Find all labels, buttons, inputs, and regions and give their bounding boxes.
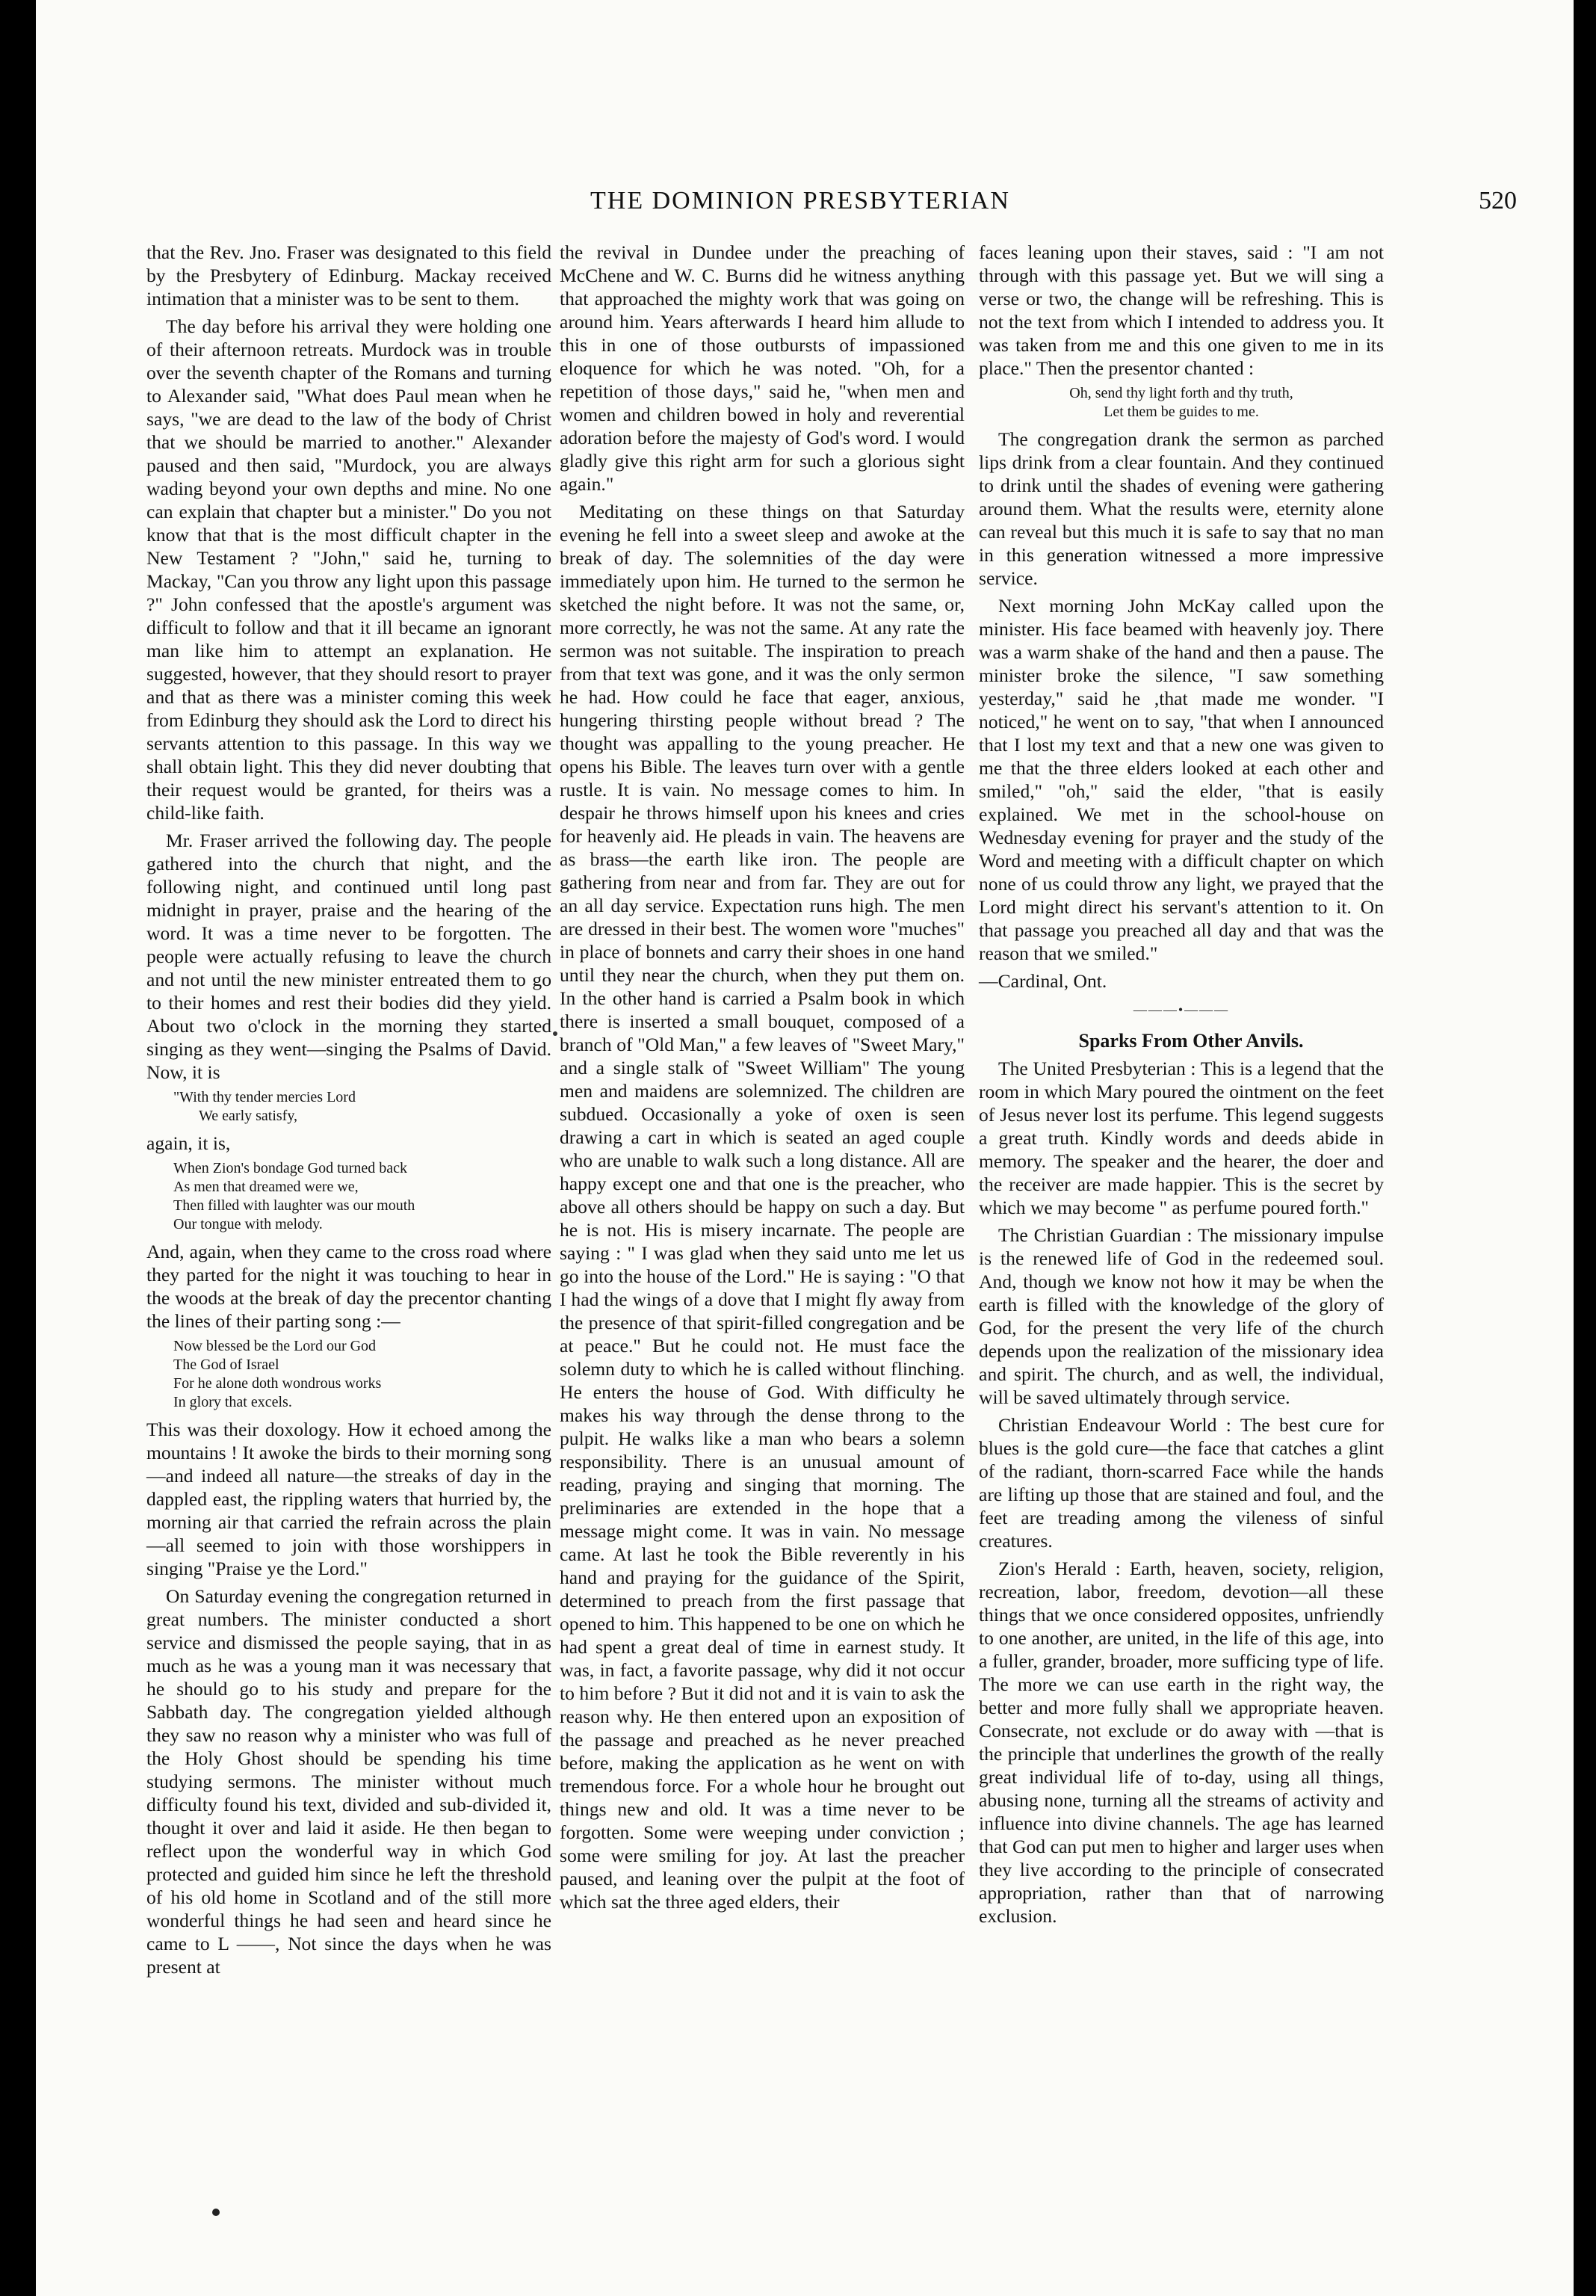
paragraph: Meditating on these things on that Saturday evening he fell into a sweet sleep and awoke at the break of day. The solemnities of the day were immediately upon him. He turned to the sermon he sketched the night before. It was not the same, or, more correctly, he was not the same. At any rate the sermon was not suitable. The inspiration to preach from that text was gone, and it was the only sermon he had. How could he face that eager, anxious, hungering thirsting people without bread ? The thought was appalling to the young preacher. He opens his Bible. The leaves turn over with a gentle rustle. It is vain. No message comes to him. In despair he throws himself upon his knees and cries for heavenly aid. He pleads in vain. The heavens are as brass—the earth like iron. The people are gathering from near and from far. They are out for an all day service. Expectation runs high. The men are dressed in their best. The women wore "muches" in place of bonnets and carry their shoes in one hand until they near the church, when they put them on. In the other hand is carried a Psalm book in which there is inserted a small bouquet, composed of a branch of "Old Man," a few leaves of "Sweet Mary," and a single stalk of "Sweet William" The young men and maidens are solemnized. The children are subdued. Occasionally a yoke of oxen is seen drawing a cart in which is seated an aged couple who are unable to walk such a long distance. All are happy except one and that one is the preacher, who above all others should be happy on such a day. But he is not. His is misery incarnate. The people are saying : " I was glad when they said unto me let us go into the house of the Lord." He is saying : "O that I had the wings of a dove that I might fly away from the presence of that spirit-filled congregation and be at peace." But he could not. He must face the solemn duty to which he is called without flinching. He enters the house of God. With difficulty he makes his way through the dense throng to the pulpit. He walks like a man who bears a solemn responsibility. There is an unusual amount of reading, praying and singing that morning. The preliminaries are extended in the hope that a message might come. It was in vain. No message came. At last he took the Bible reverently in his hand and praying for the guidance of the Spirit, determined to preach from the first passage that opened to him. This happened to be one on which he had spent a great deal of time in earnest study. It was, in fact, a favorite passage, why did it not occur to him before ? But it did not and it is vain to ask the reason why. He then entered upon an exposition of the passage and preached as he never preached before, making the application as he went on with tremendous force. For a whole hour he brought out things new and old. It was a time never to be forgotten. Some were weeping under conviction ; some were smiling for joy. At last the preacher paused, and leaning over the pulpit at the foot of which sat the three aged elders, their [560,501,965,1913]
paragraph: The day before his arrival they were holding one of their afternoon retreats. Murdock was in trouble over the seventh chapter of the Romans and turning to Alexander said, "What does Paul mean when he says, "we are dead to the law of the body of Christ that we should be married to another." Alexander paused and then said, "Murdock, you are always wading beyond your own depths and mine. No one can explain that chapter but a minister." Do you not know that that is the most difficult chapter in the New Testament ? "John," said he, turning to Mackay, "Can you throw any light upon this passage ?" John confessed that the apostle's argument was difficult to follow and that it ill became an ignorant man like him to attempt an explanation. He suggested, however, that they should resort to prayer and that as there was a minister coming this week from Edinburg they should ask the Lord to direct his servants attention to this passage. In this way we shall obtain light. This they did never doubting that their request would be granted, for theirs was a child-like faith. [146,315,551,824]
article-column-1 [146,241,551,1983]
verse-line: Now blessed be the Lord our God [173,1338,377,1354]
page-header [590,187,1562,221]
ink-dot-mark [212,2209,220,2216]
verse-line: Then filled with laughter was our mouth [173,1197,415,1214]
paragraph: the revival in Dundee under the preaching of McChene and W. C. Burns did he witness anything that approached the mighty work that was going on around him. Years afterwards I heard him allude to this in one of those outbursts of impassioned eloquence for which he was noted. "Oh, for a repetition of those days," said he, "when men and women and children bowed in holy and reverential adoration before the majesty of God's word. I would gladly give this right arm for such a glorious sight again." [560,241,965,495]
paragraph: faces leaning upon their staves, said : "I am not through with this passage yet. But we will sing a verse or two, the change will be refreshing. This is not the text from which I intended to address you. It was taken from me and this one given to me in its place." Then the presentor chanted : [979,241,1384,379]
paragraph: Zion's Herald : Earth, heaven, society, religion, recreation, labor, freedom, devotion—all these things that we once considered opposites, unfriendly to one another, are united, in the life of this age, into a fuller, grander, broader, more sufficing type of life. The more we can use earth in the right way, the better and more fully shall we appropriate heaven. Consecrate, not exclude or do away with —that is the principle that underlines the growth of the really great individual life of to-day, using all things, abusing none, turning all the streams of activity and influence into divine channels. The age has learned that God can put men to higher and larger uses when they live according to the principle of consecrated appropriation, rather than that of narrowing exclusion. [979,1558,1384,1927]
section-divider: ———•——— [1133,1002,1230,1017]
verse-line: In glory that excels. [173,1394,292,1410]
publication-title: THE DOMINION PRESBYTERIAN [590,187,1010,215]
paragraph: On Saturday evening the congregation returned in great numbers. The minister conducted a short service and dismissed the people saying, that in as much as he was a young man it was necessary that he should go to his study and prepare for the Sabbath day. The congregation yielded although they saw no reason why a minister who was full of the Holy Ghost should be spending his time studying sermons. The minister without much difficulty found his text, divided and sub-divided it, thought it over and laid it aside. He then began to reflect upon the wonderful way in which God protected and guided him since he left the threshold of his old home in Scotland and of the still more wonderful things he had seen and heard since he came to L ——, Not since the days when he was present at [146,1585,551,1978]
verse-block [979,384,1384,422]
verse-block [173,1088,551,1126]
verse-line: Oh, send thy light forth and thy truth, [1069,385,1293,401]
section-heading: Sparks From Other Anvils. [1078,1030,1304,1052]
paragraph: Christian Endeavour World : The best cure for blues is the gold cure—the face that catches a glint of the radiant, thorn-scarred Face while the hands are lifting up those that are stained and foul, and the feet are treading among the vileness of sinful creatures. [979,1414,1384,1552]
paragraph: The Christian Guardian : The missionary impulse is the renewed life of God in the redeemed soul. And, though we know not how it may be when the earth is filled with the knowledge of the glory of God, for the present the very life of the church depends upon the realization of the missionary idea and spirit. The church, and as well, the individual, will be saved ultimately through service. [979,1224,1384,1408]
verse-line: Our tongue with melody. [173,1216,323,1232]
verse-block [173,1159,551,1234]
paragraph: again, it is, [146,1132,231,1154]
verse-line: Let them be guides to me. [1104,404,1259,420]
verse-line: "With thy tender mercies Lord [173,1089,356,1105]
verse-line: The God of Israel [173,1357,279,1373]
article-signature: —Cardinal, Ont. [979,970,1107,992]
paragraph: This was their doxology. How it echoed among the mountains ! It awoke the birds to their morning song—and indeed all nature—the streaks of day in the dappled east, the rippling waters that hurried by, the morning air that carried the refrain across the plain—all seemed to join with those worshippers in singing "Praise ye the Lord." [146,1419,551,1579]
paragraph: that the Rev. Jno. Fraser was designated to this field by the Presbytery of Edinburg. Mackay received intimation that a minister was to be sent to them. [146,241,551,309]
ink-dot-mark [553,1031,557,1036]
paragraph: The United Presbyterian : This is a legend that the room in which Mary poured the ointment on the feet of Jesus never lost its perfume. This legend suggests a great truth. Kindly words and deeds abide in memory. The speaker and the hearer, the doer and the receiver are made happier. This is the secret by which we may become " as perfume poured forth." [979,1058,1384,1218]
verse-line: For he alone doth wondrous works [173,1375,382,1392]
newspaper-page [36,0,1574,2296]
verse-line: We early satisfy, [199,1108,298,1124]
page-number: 520 [1479,187,1517,215]
paragraph: Mr. Fraser arrived the following day. The people gathered into the church that night, and the following night, and continued until long past midnight in prayer, praise and the hearing of the word. It was a time never to be forgotten. The people were actually refusing to leave the church and not until the new minister entreated them to go to their homes and rest their bodies did they yield. About two o'clock in the morning they started singing as they went—singing the Psalms of David. Now, it is [146,830,551,1083]
verse-block [173,1337,551,1412]
paragraph: Next morning John McKay called upon the minister. His face beamed with heavenly joy. There was a warm shake of the hand and then a pause. The minister broke the silence, "I saw something yesterday," said he ,that made me wonder. "I noticed," he went on to say, "that when I announced that I lost my text and that a new one was given to me that the three elders looked at each other and smiled," "oh," said the elder, "that is easily explained. We met in the school-house on Wednesday evening for prayer and the study of the Word and meeting with a difficult chapter on which none of us could throw any light, we prayed that the Lord might direct his servant's attention to it. On that passage you preached all day and that was the reason that we smiled." [979,595,1384,964]
article-column-3 [979,241,1384,1932]
verse-line: As men that dreamed were we, [173,1179,359,1195]
verse-line: When Zion's bondage God turned back [173,1160,407,1176]
paragraph: And, again, when they came to the cross road where they parted for the night it was touching to hear in the woods at the break of day the precentor chanting the lines of their parting song :— [146,1241,551,1332]
paragraph: The congregation drank the sermon as parched lips drink from a clear fountain. And they continued to drink until the shades of evening were gathering around them. What the results were, eternity alone can reveal but this much it is safe to say that no man in this generation witnessed a more impressive service. [979,428,1384,589]
article-column-2 [560,241,965,1918]
